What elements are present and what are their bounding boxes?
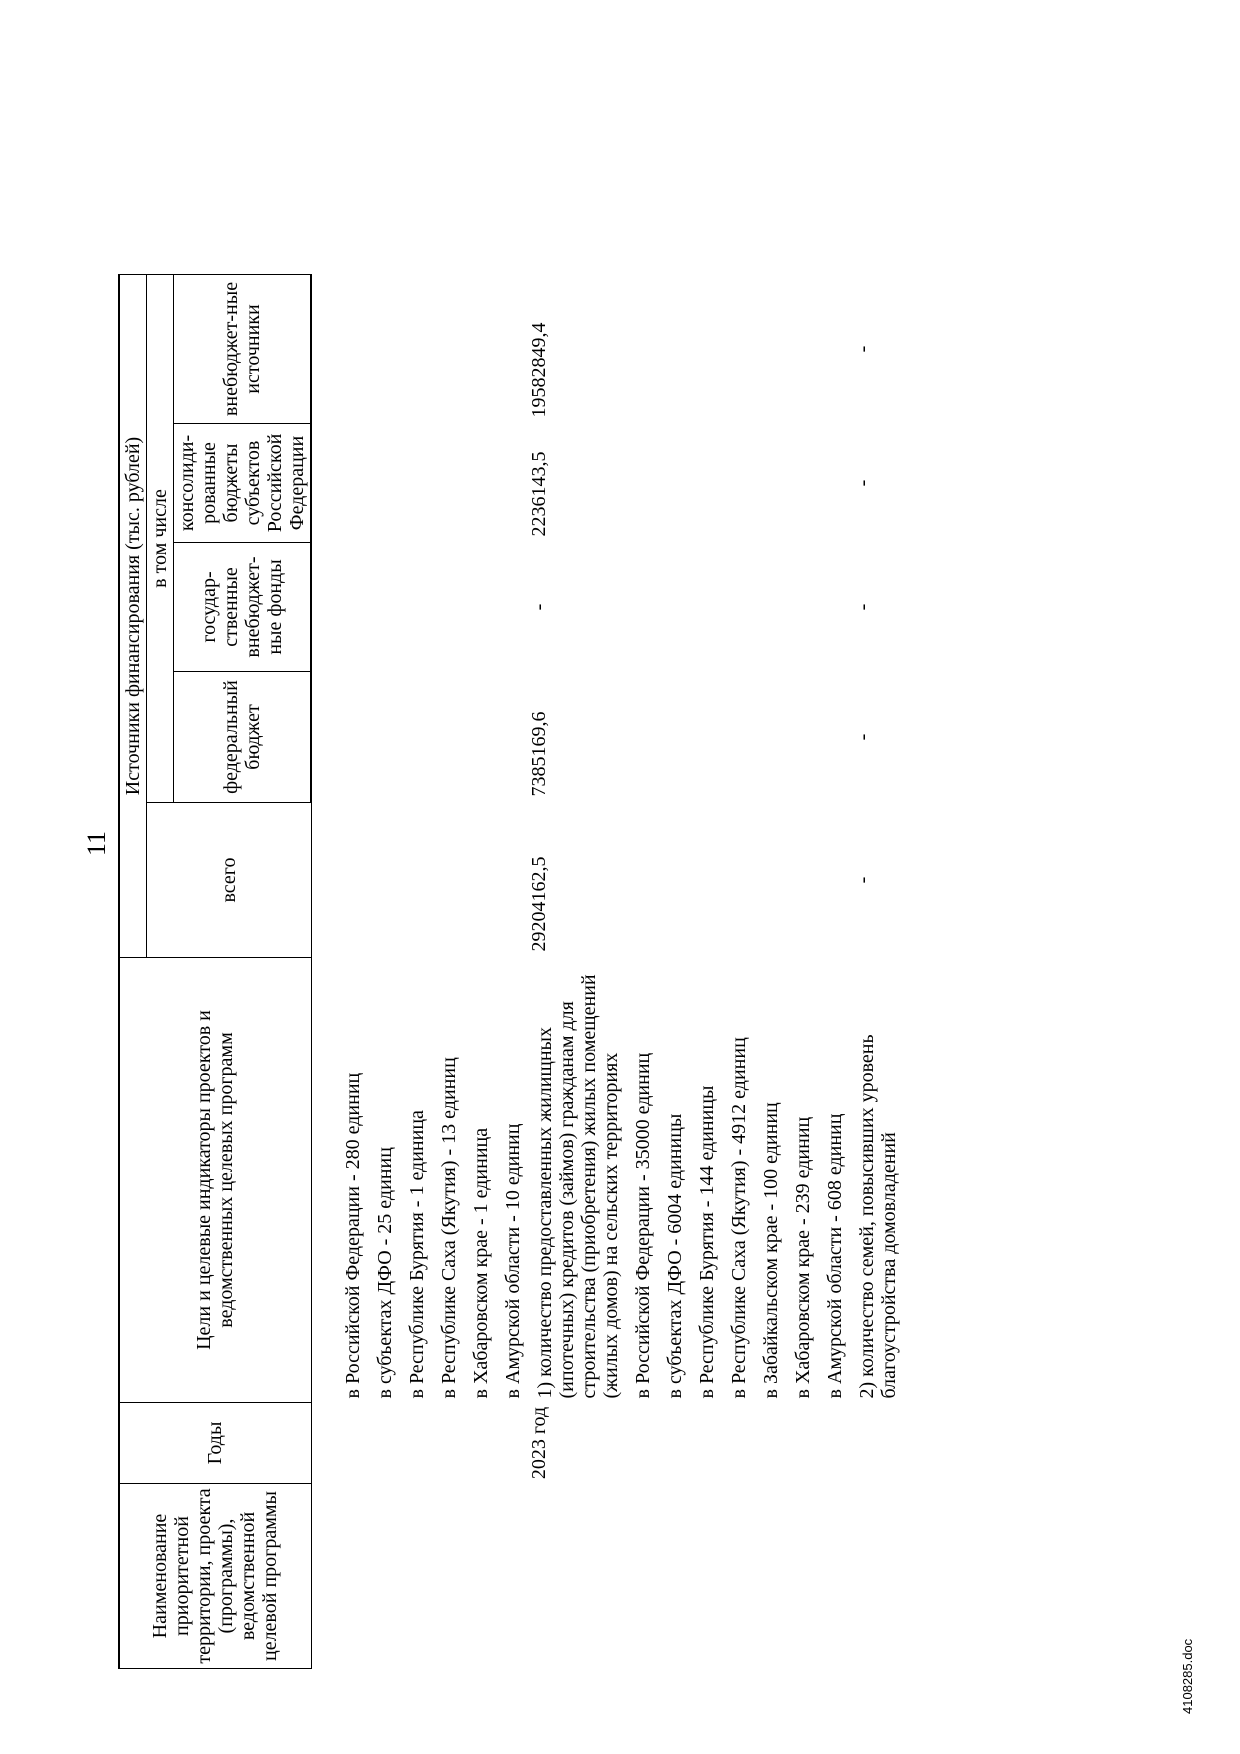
indicator-line: в Республике Бурятия - 144 единицы [695,1085,718,1399]
indicator-line: в Российской Федерации - 35000 единиц [631,1052,654,1399]
total-value: 29204162,5 [527,856,550,952]
indicator-line: в Хабаровском крае - 239 единиц [791,1116,814,1399]
indicator-line: в Российской Федерации - 280 единиц [341,1072,364,1399]
header-consolidated: консолиди-рованные бюджеты субъектов Российской Федерации [174,424,312,543]
header-extrabudget: внебюджет-ные источники [174,275,312,424]
extrabudget-value: 19582849,4 [527,322,550,418]
indicator-1: 1) количество предоставленных жилищных (ипотечных) кредитов (займов) гражданам для строительства (приобретения) жилых помещений (жилых домов) на сельских территориях [533,974,622,1399]
indicator-line: в Забайкальском крае - 100 единиц [759,1102,782,1399]
consolidated-value: 2236143,5 [527,451,550,537]
header-including: в том числе [147,275,174,803]
header-total: всего [147,803,312,958]
indicator-line: в Республике Бурятия - 1 единица [405,1110,428,1399]
indicator-line: в субъектах ДФО - 6004 единицы [663,1113,686,1399]
header-years: Годы [119,1403,311,1484]
header-gov-funds: государ-ственные внебюджет-ные фонды [174,543,312,672]
file-name-footer: 4108285.doc [1180,1638,1195,1714]
page-number: 11 [82,830,111,856]
indicator-line: в Республике Саха (Якутия) - 13 единиц [437,1057,460,1399]
indicator-line: в Амурской области - 10 единиц [501,1123,524,1399]
indicator2-gov-funds: - [851,603,874,611]
indicator2-federal: - [851,733,874,741]
indicator-line: в субъектах ДФО - 25 единиц [373,1147,396,1399]
indicator2-consolidated: - [851,479,874,487]
indicator2-total: - [851,876,874,884]
year-cell: 2023 год [527,1406,550,1480]
federal-value: 7385169,6 [527,711,550,797]
table-row-continuation [311,275,528,1669]
indicator-line: в Республике Саха (Якутия) - 4912 единиц [727,1037,750,1399]
header-federal: федеральный бюджет [174,672,312,803]
gov-funds-value: - [527,603,550,611]
header-name: Наименование приоритетной территории, проекта (программы), ведомственной целевой программы [119,1484,311,1669]
indicator2-extrabudget: - [851,345,874,353]
table-row-2023 [528,275,904,1669]
indicator-line: в Амурской области - 608 единиц [823,1113,846,1399]
header-goals: Цели и целевые индикаторы проектов и ведомственных целевых программ [119,958,311,1403]
funding-table [118,274,904,1669]
indicator-line: в Хабаровском крае - 1 единица [469,1127,492,1399]
header-funding-sources: Источники финансирования (тыс. рублей) [119,275,147,958]
indicator-2: 2) количество семей, повысивших уровень благоустройства домовладений [855,1034,900,1399]
